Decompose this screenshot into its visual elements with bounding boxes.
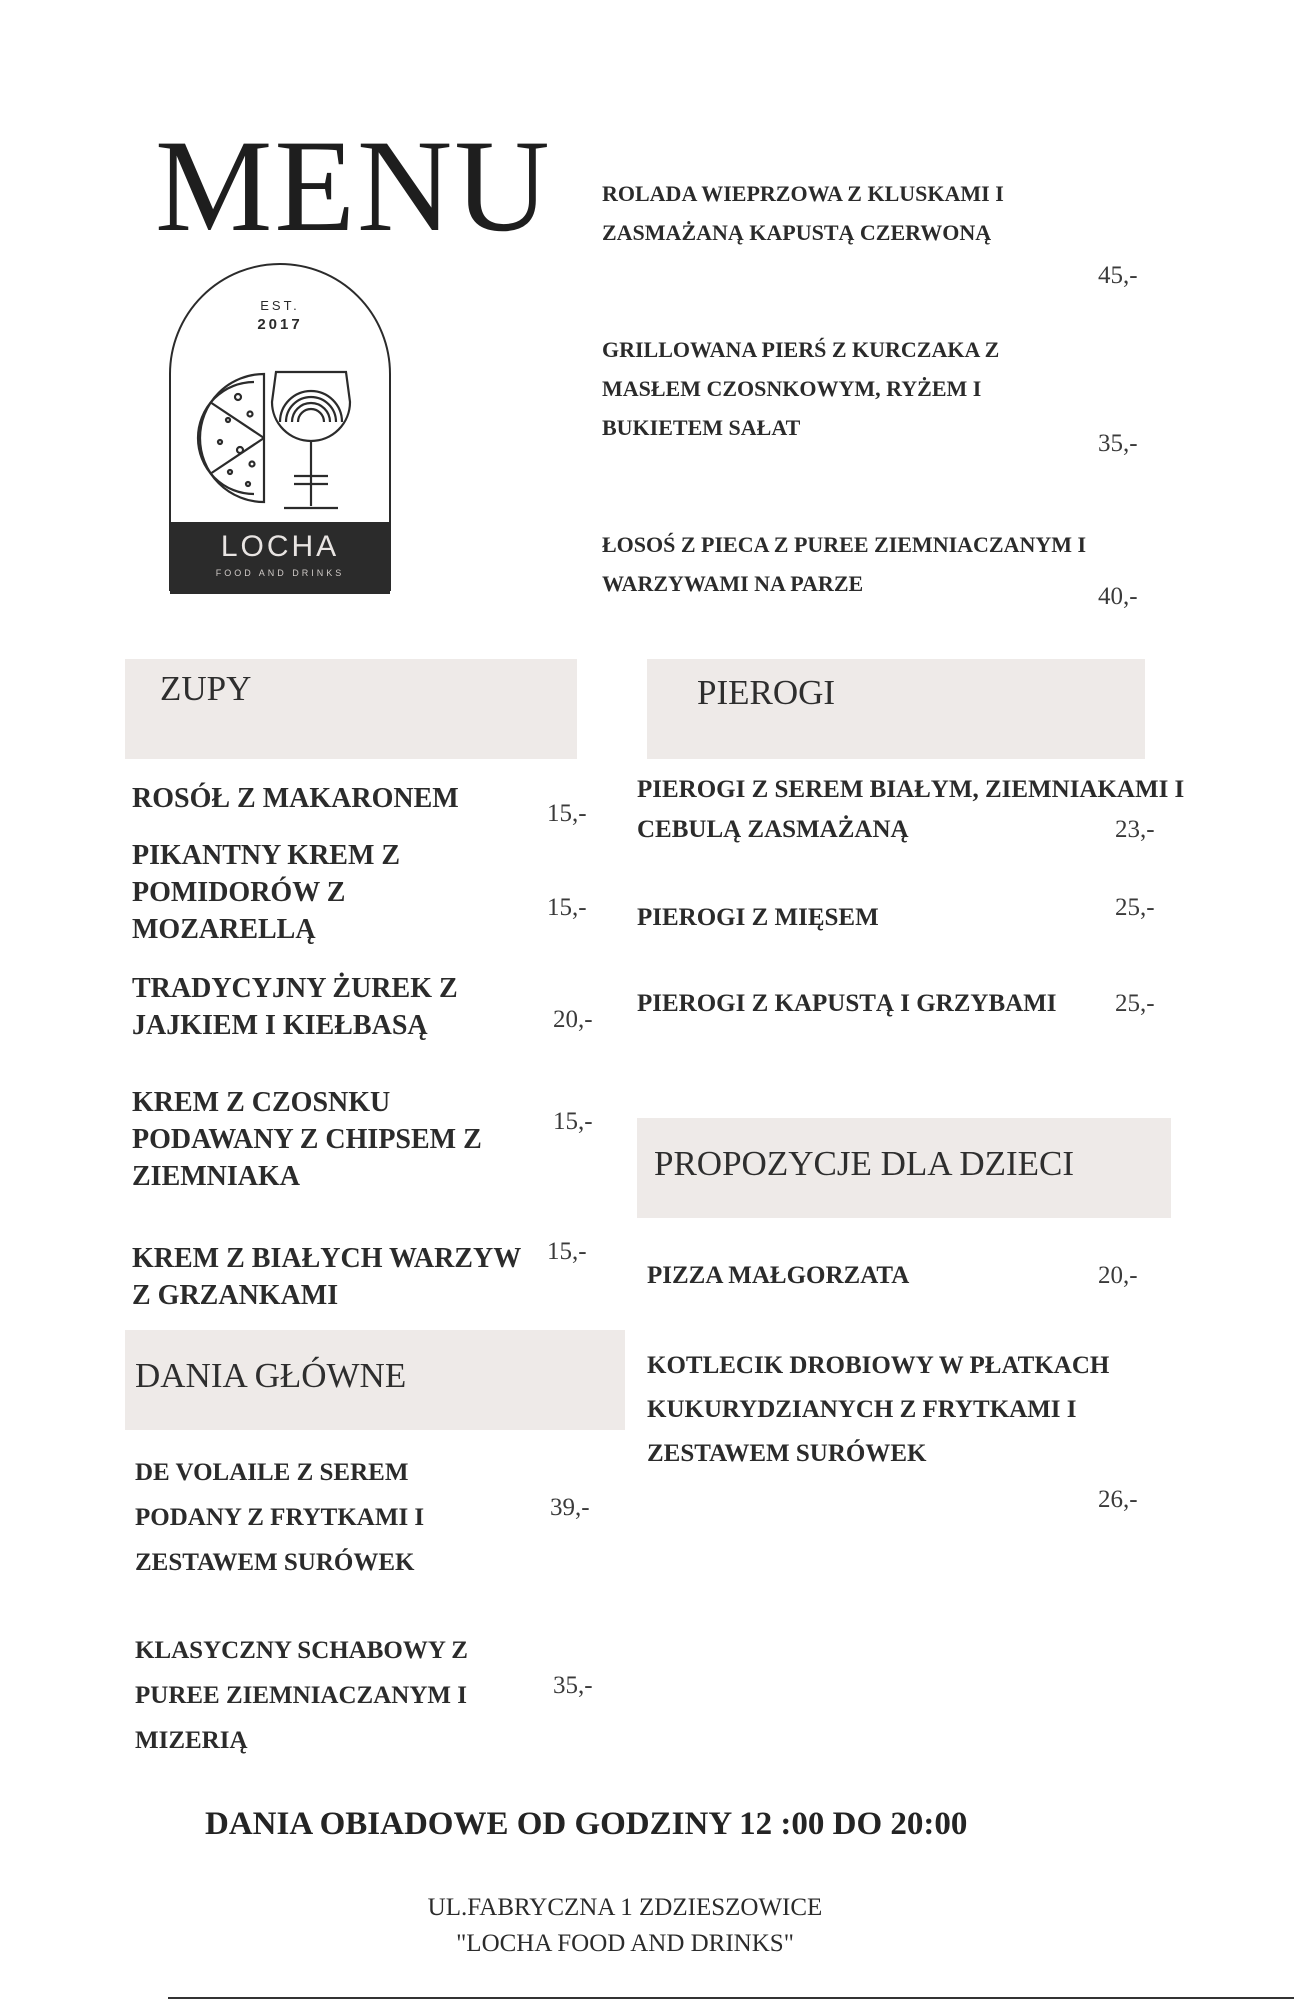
pierogi-price-1: 23,-: [1115, 816, 1155, 843]
glowne-item-1: DE VOLAILE Z SEREM PODANY Z FRYTKAMI I ZESTAWEM SURÓWEK: [135, 1459, 425, 1576]
logo-year: 2017: [257, 316, 303, 333]
pizza-icon: [198, 374, 264, 502]
pierogi-price-3: 25,-: [1115, 990, 1155, 1017]
section-title-dzieci: PROPOZYCJE DLA DZIECI: [654, 1144, 1075, 1183]
glowne-item-2: KLASYCZNY SCHABOWY Z PUREE ZIEMNIACZANYM I MIZERIĄ: [135, 1637, 468, 1754]
zupy-price-2: 15,-: [547, 894, 587, 921]
zupy-item-3: TRADYCYJNY ŻUREK Z JAJKIEM I KIEŁBASĄ: [132, 973, 458, 1041]
dzieci-item-2: KOTLECIK DROBIOWY W PŁATKACH KUKURYDZIANYCH Z FRYTKAMI I ZESTAWEM SURÓWEK: [647, 1352, 1110, 1467]
section-header-zupy: [125, 659, 577, 759]
featured-price-2: 35,-: [1098, 430, 1138, 457]
zupy-price-3: 20,-: [553, 1006, 593, 1033]
wine-glass-icon: [272, 372, 350, 508]
glowne-price-1: 39,-: [550, 1494, 590, 1521]
featured-price-3: 40,-: [1098, 583, 1138, 610]
featured-item-2: GRILLOWANA PIERŚ Z KURCZAKA Z MASŁEM CZOSNKOWYM, RYŻEM I BUKIETEM SAŁAT: [602, 337, 1000, 440]
pierogi-price-2: 25,-: [1115, 894, 1155, 921]
section-header-glowne: [125, 1330, 625, 1430]
logo-tagline: FOOD AND DRINKS: [215, 568, 345, 578]
logo-name: LOCHA: [220, 530, 340, 563]
pierogi-item-1: PIEROGI Z SEREM BIAŁYM, ZIEMNIAKAMI I CEBULĄ ZASMAŻANĄ: [637, 776, 1185, 843]
featured-item-1: ROLADA WIEPRZOWA Z KLUSKAMI I ZASMAŻANĄ KAPUSTĄ CZERWONĄ: [602, 181, 1004, 245]
dzieci-price-2: 26,-: [1098, 1486, 1138, 1513]
zupy-price-5: 15,-: [547, 1238, 587, 1265]
featured-price-1: 45,-: [1098, 262, 1138, 289]
opening-hours: DANIA OBIADOWE OD GODZINY 12 :00 DO 20:00: [205, 1806, 968, 1842]
restaurant-name: "LOCHA FOOD AND DRINKS": [456, 1930, 794, 1957]
zupy-price-4: 15,-: [553, 1108, 593, 1135]
section-header-pierogi: [647, 659, 1145, 759]
section-header-dzieci: [637, 1118, 1171, 1218]
zupy-item-1: ROSÓŁ Z MAKARONEM: [132, 783, 459, 814]
dzieci-price-1: 20,-: [1098, 1262, 1138, 1289]
pierogi-item-2: PIEROGI Z MIĘSEM: [637, 904, 879, 931]
menu-title: MENU: [155, 112, 552, 259]
pierogi-item-3: PIEROGI Z KAPUSTĄ I GRZYBAMI: [637, 990, 1057, 1017]
section-title-glowne: DANIA GŁÓWNE: [135, 1356, 407, 1395]
address: UL.FABRYCZNA 1 ZDZIESZOWICE: [427, 1894, 823, 1921]
glowne-price-2: 35,-: [553, 1672, 593, 1699]
divider-line: [168, 1997, 1294, 1999]
section-title-pierogi: PIEROGI: [697, 673, 836, 712]
zupy-item-4: KREM Z CZOSNKU PODAWANY Z CHIPSEM Z ZIEMNIAKA: [132, 1087, 482, 1192]
section-title-zupy: ZUPY: [160, 669, 252, 708]
logo: [168, 262, 392, 596]
logo-est: EST.: [260, 298, 300, 313]
featured-item-3: ŁOSOŚ Z PIECA Z PUREE ZIEMNIACZANYM I WARZYWAMI NA PARZE: [602, 532, 1087, 596]
dzieci-item-1: PIZZA MAŁGORZATA: [647, 1262, 910, 1289]
zupy-item-2: PIKANTNY KREM Z POMIDORÓW Z MOZARELLĄ: [132, 840, 401, 945]
zupy-price-1: 15,-: [547, 800, 587, 827]
zupy-item-5: KREM Z BIAŁYCH WARZYW Z GRZANKAMI: [132, 1243, 521, 1311]
